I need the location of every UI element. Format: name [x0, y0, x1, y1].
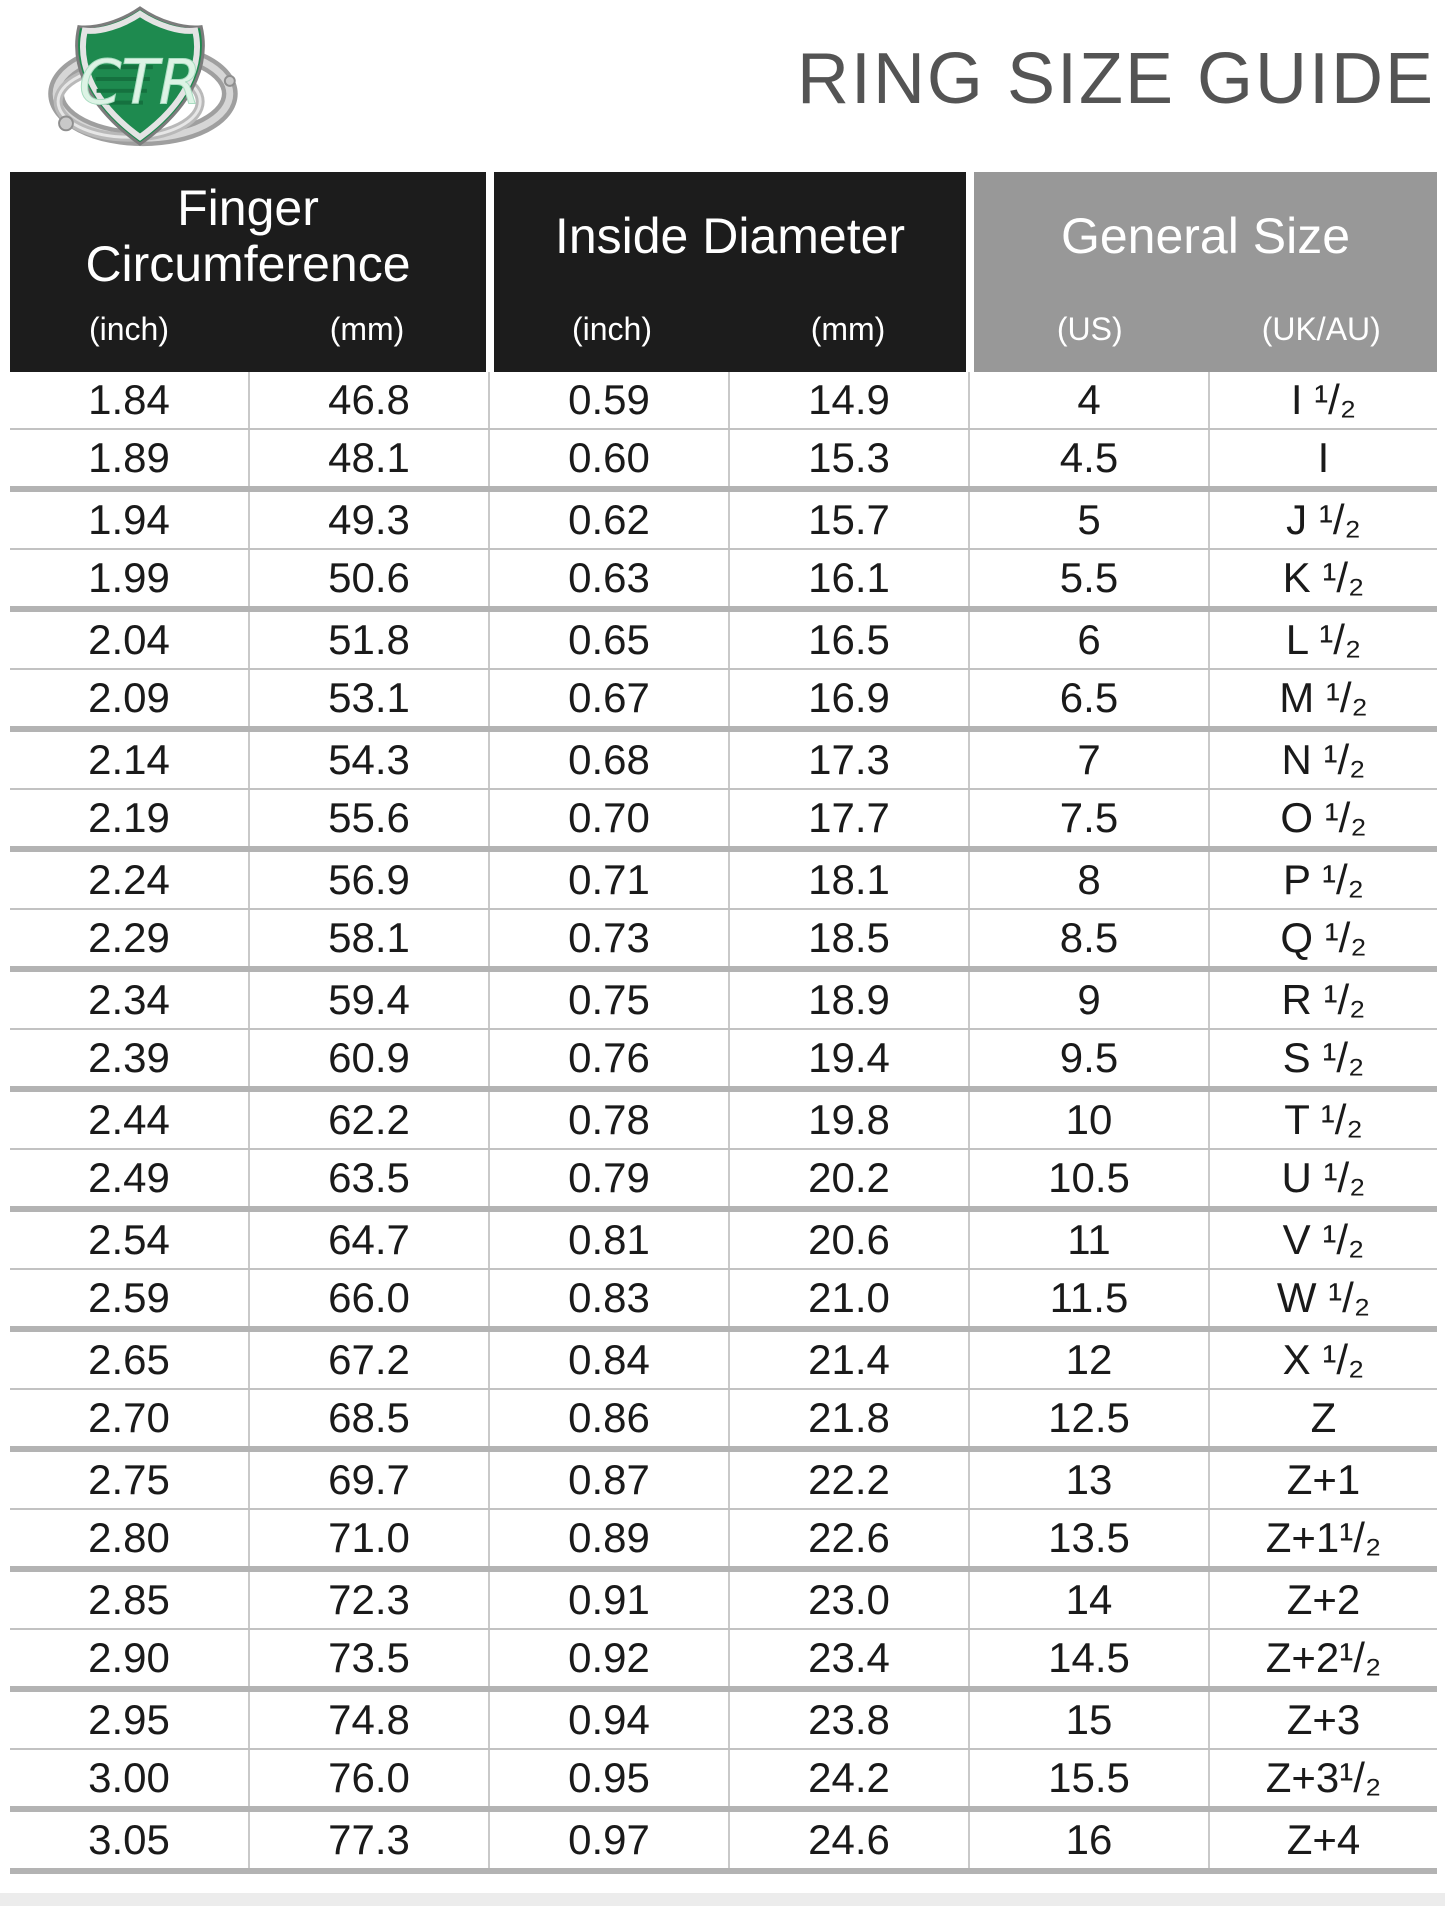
table-cell: Z+1: [1286, 1456, 1361, 1503]
table-cell: 0.70: [490, 790, 730, 846]
table-cell: 1.99: [10, 550, 250, 606]
table-cell: 73.5: [250, 1630, 490, 1686]
subheader-finger-mm: (mm): [329, 311, 405, 347]
table-cell: 2.49: [10, 1150, 250, 1206]
table-cell: 23.4: [730, 1630, 970, 1686]
table-cell: 54.3: [250, 732, 490, 788]
table-cell: 22.2: [730, 1452, 970, 1508]
table-cell: Z+3¹/₂: [1265, 1754, 1382, 1801]
table-cell: 0.97: [490, 1812, 730, 1868]
table-cell: 11.5: [970, 1270, 1210, 1326]
page-title: RING SIZE GUIDE: [796, 39, 1435, 119]
table-cell: 51.8: [250, 612, 490, 668]
table-row: [10, 1332, 1437, 1390]
table-cell: T ¹/₂: [1284, 1096, 1363, 1143]
table-cell: 67.2: [250, 1332, 490, 1388]
column-group-finger-circumference: [10, 172, 486, 372]
table-row: [10, 852, 1437, 910]
table-cell: 2.59: [10, 1270, 250, 1326]
table-cell: Z: [1310, 1394, 1337, 1441]
table-cell: 0.60: [490, 430, 730, 486]
table-cell: 3.00: [10, 1750, 250, 1806]
table-cell: 0.92: [490, 1630, 730, 1686]
table-cell: 14.9: [730, 372, 970, 428]
table-cell: 12: [970, 1332, 1210, 1388]
table-cell: 20.2: [730, 1150, 970, 1206]
table-cell: 69.7: [250, 1452, 490, 1508]
table-cell: 13.5: [970, 1510, 1210, 1566]
table-cell: R ¹/₂: [1281, 976, 1366, 1023]
table-cell: 9: [970, 972, 1210, 1028]
table-cell: 48.1: [250, 430, 490, 486]
table-cell: 1.84: [10, 372, 250, 428]
table-cell: W ¹/₂: [1276, 1274, 1371, 1321]
table-cell: X ¹/₂: [1282, 1336, 1365, 1383]
table-cell: 0.87: [490, 1452, 730, 1508]
table-cell: 23.0: [730, 1572, 970, 1628]
table-row: [10, 1212, 1437, 1270]
table-row: [10, 1030, 1437, 1092]
table-cell: 2.85: [10, 1572, 250, 1628]
subheader-diameter-inch: (inch): [571, 311, 652, 347]
table-row: [10, 1150, 1437, 1212]
table-cell: J ¹/₂: [1286, 496, 1361, 543]
table-cell: 62.2: [250, 1092, 490, 1148]
table-cell: 63.5: [250, 1150, 490, 1206]
table-cell: 72.3: [250, 1572, 490, 1628]
table-cell: 50.6: [250, 550, 490, 606]
table-cell: 0.81: [490, 1212, 730, 1268]
table-cell: 2.29: [10, 910, 250, 966]
table-cell: 60.9: [250, 1030, 490, 1086]
table-row: [10, 1750, 1437, 1812]
table-cell: 10: [970, 1092, 1210, 1148]
table-cell: 18.1: [730, 852, 970, 908]
table-cell: 2.95: [10, 1692, 250, 1748]
table-cell: L ¹/₂: [1285, 616, 1362, 663]
table-cell: 15.5: [970, 1750, 1210, 1806]
table-cell: 2.34: [10, 972, 250, 1028]
table-cell: 18.5: [730, 910, 970, 966]
table-cell: 0.67: [490, 670, 730, 726]
table-row: [10, 430, 1437, 492]
table-cell: 16: [970, 1812, 1210, 1868]
table-row: [10, 910, 1437, 972]
table-cell: 58.1: [250, 910, 490, 966]
table-cell: 8.5: [970, 910, 1210, 966]
table-cell: 2.80: [10, 1510, 250, 1566]
table-cell: 0.78: [490, 1092, 730, 1148]
table-cell: 9.5: [970, 1030, 1210, 1086]
table-cell: O ¹/₂: [1280, 794, 1367, 841]
subheader-finger-inch: (inch): [88, 311, 169, 347]
table-cell: 21.0: [730, 1270, 970, 1326]
table-row: [10, 1452, 1437, 1510]
table-row: [10, 1390, 1437, 1452]
table-cell: M ¹/₂: [1279, 674, 1368, 721]
table-cell: 71.0: [250, 1510, 490, 1566]
table-cell: 17.3: [730, 732, 970, 788]
table-cell: Z+2: [1286, 1576, 1361, 1623]
table-cell: 0.65: [490, 612, 730, 668]
table-cell: P ¹/₂: [1283, 856, 1364, 903]
table-cell: 12.5: [970, 1390, 1210, 1446]
table-cell: 2.70: [10, 1390, 250, 1446]
table-cell: N ¹/₂: [1281, 736, 1366, 783]
table-cell: 17.7: [730, 790, 970, 846]
table-cell: S ¹/₂: [1282, 1034, 1365, 1081]
table-cell: 0.91: [490, 1572, 730, 1628]
table-cell: 15.3: [730, 430, 970, 486]
table-row: [10, 670, 1437, 732]
table-cell: Z+2¹/₂: [1265, 1634, 1382, 1681]
table-cell: 56.9: [250, 852, 490, 908]
table-cell: U ¹/₂: [1281, 1154, 1366, 1201]
table-cell: 59.4: [250, 972, 490, 1028]
table-cell: 19.8: [730, 1092, 970, 1148]
table-cell: Z+1¹/₂: [1265, 1514, 1382, 1561]
table-cell: K ¹/₂: [1282, 554, 1365, 601]
table-cell: 3.05: [10, 1812, 250, 1868]
table-cell: 0.73: [490, 910, 730, 966]
table-cell: 46.8: [250, 372, 490, 428]
column-group-inside-diameter: [494, 172, 966, 372]
table-cell: 0.84: [490, 1332, 730, 1388]
table-cell: Z+3: [1286, 1696, 1361, 1743]
table-cell: 0.59: [490, 372, 730, 428]
table-cell: 0.76: [490, 1030, 730, 1086]
table-cell: 64.7: [250, 1212, 490, 1268]
table-row: [10, 372, 1437, 430]
table-row: [10, 1572, 1437, 1630]
subheader-size-us: (US): [1056, 311, 1123, 347]
table-cell: 0.83: [490, 1270, 730, 1326]
table-cell: 0.63: [490, 550, 730, 606]
table-cell: 4.5: [970, 430, 1210, 486]
table-cell: 21.4: [730, 1332, 970, 1388]
table-cell: 0.71: [490, 852, 730, 908]
table-cell: Q ¹/₂: [1280, 914, 1367, 961]
table-cell: 2.19: [10, 790, 250, 846]
column-group-label: Finger Circumference: [85, 180, 411, 292]
table-cell: 2.44: [10, 1092, 250, 1148]
subheader-diameter-mm: (mm): [810, 311, 886, 347]
table-cell: 2.54: [10, 1212, 250, 1268]
table-cell: 5: [970, 492, 1210, 548]
table-cell: 19.4: [730, 1030, 970, 1086]
table-cell: 4: [970, 372, 1210, 428]
table-cell: 66.0: [250, 1270, 490, 1326]
table-cell: 49.3: [250, 492, 490, 548]
table-cell: 21.8: [730, 1390, 970, 1446]
table-row: [10, 1510, 1437, 1572]
table-cell: 10.5: [970, 1150, 1210, 1206]
table-row: [10, 1692, 1437, 1750]
ctr-monogram: CTR: [78, 47, 202, 119]
ctr-ring-logo-icon: [26, 2, 254, 152]
table-cell: 2.14: [10, 732, 250, 788]
table-cell: 6: [970, 612, 1210, 668]
table-cell: 0.89: [490, 1510, 730, 1566]
table-cell: 1.94: [10, 492, 250, 548]
table-cell: 0.79: [490, 1150, 730, 1206]
table-body: [10, 372, 1437, 1874]
table-cell: 7: [970, 732, 1210, 788]
table-cell: 22.6: [730, 1510, 970, 1566]
table-header: [10, 172, 1437, 372]
table-cell: 5.5: [970, 550, 1210, 606]
table-row: [10, 1092, 1437, 1150]
subheader-size-uk-au: (UK/AU): [1261, 311, 1381, 347]
table-row: [10, 612, 1437, 670]
table-row: [10, 1630, 1437, 1692]
table-cell: 14: [970, 1572, 1210, 1628]
table-cell: 2.24: [10, 852, 250, 908]
table-cell: 0.75: [490, 972, 730, 1028]
table-row: [10, 972, 1437, 1030]
footer-band: [0, 1893, 1445, 1906]
column-group-general-size: [974, 172, 1437, 372]
table-cell: 55.6: [250, 790, 490, 846]
table-cell: 20.6: [730, 1212, 970, 1268]
table-cell: 14.5: [970, 1630, 1210, 1686]
table-cell: 18.9: [730, 972, 970, 1028]
table-cell: 6.5: [970, 670, 1210, 726]
table-cell: 0.95: [490, 1750, 730, 1806]
table-cell: 24.6: [730, 1812, 970, 1868]
table-cell: 2.39: [10, 1030, 250, 1086]
table-cell: Z+4: [1286, 1816, 1361, 1863]
table-cell: 53.1: [250, 670, 490, 726]
table-row: [10, 1812, 1437, 1868]
table-cell: 76.0: [250, 1750, 490, 1806]
table-cell: 15: [970, 1692, 1210, 1748]
table-cell: 13: [970, 1452, 1210, 1508]
column-group-label: General Size: [1060, 208, 1351, 264]
table-cell: 2.75: [10, 1452, 250, 1508]
table-cell: 74.8: [250, 1692, 490, 1748]
table-cell: 16.1: [730, 550, 970, 606]
table-cell: 16.9: [730, 670, 970, 726]
table-cell: 15.7: [730, 492, 970, 548]
table-row: [10, 550, 1437, 612]
table-row: [10, 732, 1437, 790]
table-cell: 16.5: [730, 612, 970, 668]
table-cell: 0.86: [490, 1390, 730, 1446]
table-cell: V ¹/₂: [1282, 1216, 1365, 1263]
table-cell: 2.90: [10, 1630, 250, 1686]
table-cell: 24.2: [730, 1750, 970, 1806]
table-cell: 68.5: [250, 1390, 490, 1446]
table-cell: 23.8: [730, 1692, 970, 1748]
table-cell: 77.3: [250, 1812, 490, 1868]
table-cell: 8: [970, 852, 1210, 908]
table-cell: 11: [970, 1212, 1210, 1268]
column-group-label: Inside Diameter: [554, 208, 906, 264]
table-cell: 0.94: [490, 1692, 730, 1748]
table-cell: 2.04: [10, 612, 250, 668]
table-cell: I: [1317, 434, 1330, 481]
table-cell: 0.62: [490, 492, 730, 548]
table-cell: I ¹/₂: [1290, 376, 1357, 423]
table-cell: 0.68: [490, 732, 730, 788]
table-cell: 1.89: [10, 430, 250, 486]
ring-size-table: [10, 172, 1437, 1874]
table-row: [10, 1270, 1437, 1332]
table-cell: 2.65: [10, 1332, 250, 1388]
table-cell: 7.5: [970, 790, 1210, 846]
table-cell: 2.09: [10, 670, 250, 726]
table-row: [10, 790, 1437, 852]
table-row: [10, 492, 1437, 550]
